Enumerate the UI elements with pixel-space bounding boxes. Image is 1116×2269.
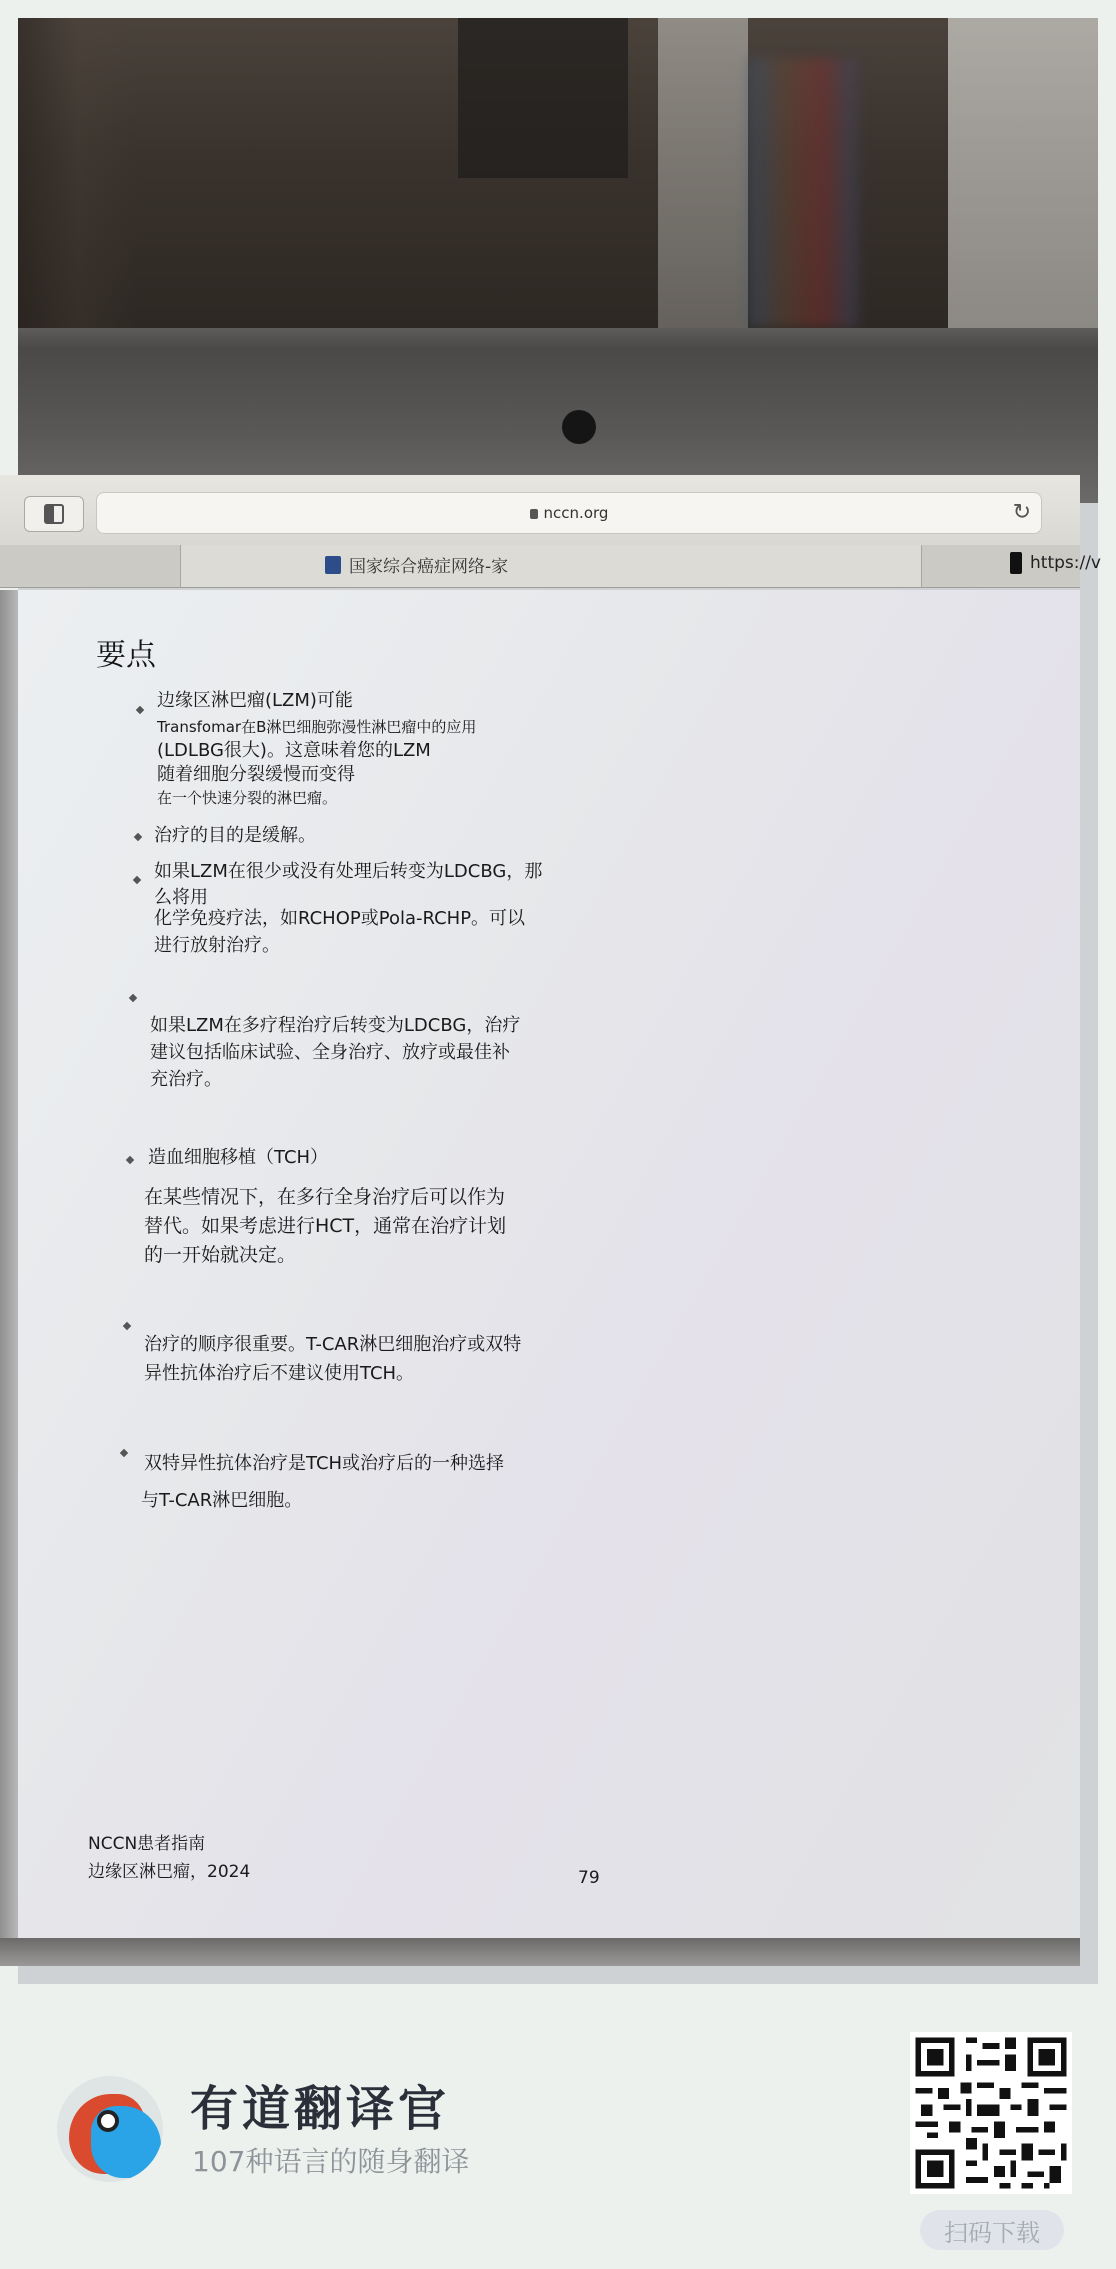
doc-line: 治疗的目的是缓解。 bbox=[154, 825, 316, 846]
doc-line: 充治疗。 bbox=[150, 1069, 222, 1090]
tab-title[interactable] bbox=[325, 552, 508, 577]
doc-line: 双特异性抗体治疗是TCH或治疗后的一种选择 bbox=[144, 1453, 505, 1474]
doc-line: 在某些情况下，在多行全身治疗后可以作为 bbox=[144, 1186, 506, 1208]
background-light bbox=[658, 18, 748, 348]
address-bar[interactable] bbox=[96, 492, 1042, 534]
doc-line: 如果LZM在多疗程治疗后转变为LDCBG，治疗 bbox=[150, 1015, 521, 1036]
tab-active[interactable] bbox=[180, 545, 922, 587]
sidebar-icon bbox=[44, 504, 64, 524]
page-title: 要点 bbox=[96, 638, 156, 673]
doc-line: 边缘区淋巴瘤(LZM)可能 bbox=[157, 690, 353, 711]
sidebar-toggle-button[interactable] bbox=[24, 496, 84, 532]
qr-code-icon[interactable] bbox=[910, 2032, 1072, 2194]
doc-line: 化学免疫疗法，如RCHOP或Pola-RCHP。可以 bbox=[154, 908, 526, 929]
brand-subtitle: 107种语言的随身翻译 bbox=[192, 2145, 470, 2178]
reload-icon[interactable]: ↻ bbox=[1012, 500, 1031, 525]
doc-line: (LDLBG很大)。这意味着您的LZM bbox=[157, 740, 431, 761]
background-shadow bbox=[458, 18, 628, 178]
doc-line: 治疗的顺序很重要。T-CAR淋巴细胞治疗或双特 bbox=[144, 1334, 522, 1355]
footer-guide-name: NCCN患者指南 bbox=[88, 1834, 206, 1854]
url-text: nccn.org bbox=[543, 504, 609, 522]
tab-favicon-icon bbox=[1010, 552, 1022, 574]
youdao-logo-icon bbox=[57, 2076, 163, 2182]
doc-line: 么将用 bbox=[154, 887, 208, 908]
doc-line: 与T-CAR淋巴细胞。 bbox=[141, 1490, 303, 1511]
scan-download-button[interactable]: 扫码下载 bbox=[920, 2210, 1064, 2250]
laptop-lower-bezel bbox=[0, 1938, 1080, 1966]
doc-line: 造血细胞移植（TCH） bbox=[148, 1147, 329, 1168]
page-edge bbox=[0, 590, 20, 1940]
lock-icon bbox=[530, 509, 538, 519]
doc-line: 进行放射治疗。 bbox=[154, 935, 280, 956]
doc-line: Transfomar在B淋巴细胞弥漫性淋巴瘤中的应用 bbox=[157, 718, 477, 736]
nccn-favicon-icon bbox=[325, 556, 341, 574]
background-objects bbox=[748, 58, 858, 328]
doc-line: 建议包括临床试验、全身治疗、放疗或最佳补 bbox=[150, 1042, 510, 1063]
background-window bbox=[948, 18, 1098, 348]
webcam-icon bbox=[562, 410, 596, 444]
doc-line: 在一个快速分裂的淋巴瘤。 bbox=[157, 789, 338, 807]
footer-guide-topic: 边缘区淋巴瘤，2024 bbox=[88, 1862, 251, 1882]
page-number: 79 bbox=[578, 1868, 600, 1888]
doc-line: 异性抗体治疗后不建议使用TCH。 bbox=[144, 1363, 415, 1384]
doc-line: 如果LZM在很少或没有处理后转变为LDCBG，那 bbox=[154, 861, 543, 882]
tab-title-text: 国家综合癌症网络-家 bbox=[349, 557, 509, 577]
doc-line: 替代。如果考虑进行HCT，通常在治疗计划 bbox=[144, 1215, 507, 1237]
tab-second[interactable] bbox=[1010, 552, 1101, 574]
doc-line: 的一开始就决定。 bbox=[144, 1244, 297, 1266]
tab-second-text: https://v bbox=[1030, 553, 1101, 573]
doc-line: 随着细胞分裂缓慢而变得 bbox=[157, 764, 355, 785]
brand-title: 有道翻译官 bbox=[190, 2081, 451, 2137]
